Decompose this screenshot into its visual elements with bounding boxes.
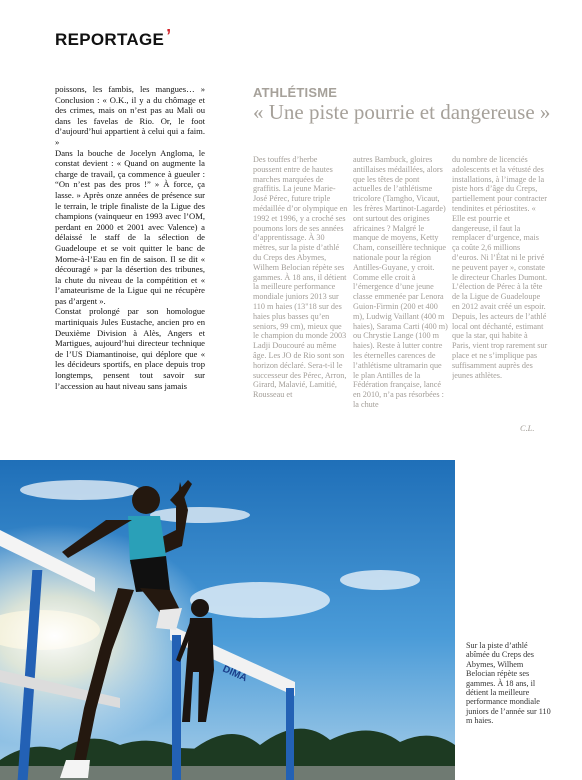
header-title: REPORTAGE — [55, 30, 165, 49]
hurdler-photo-illustration — [0, 460, 455, 780]
athlete-photo — [0, 460, 455, 780]
article-column-1: Des touffes d’herbe poussent entre de hautes marches marquées de graffitis. La jeune Marie-José Pérec, future triple médaillée d’or olympique en 1992 et 1996, y a croché ses poumons lors de ses années d’apprentissage. À 30 mètres, sur la piste d’athlé du Creps des Abymes, Wilhem Belocian répète ses gammes. À 18 ans, il détient la meilleure performance mondiale juniors 2013 sur 110 m haies (13"18 sur des haies plus basses qu’en seniors, 99 cm), mieux que le champion du monde 2003 Ladji Doucouré au même âge. Les JO de Rio sont son horizon déclaré. Sera-t-il le successeur des Pérec, Arron, Girard, Malavié, Lamitié, Rousseau et — [253, 155, 348, 400]
header-accent-mark: ’ — [166, 26, 172, 46]
sun-flare — [0, 460, 455, 780]
section-header — [55, 26, 172, 50]
author-signature: C.L. — [520, 424, 535, 433]
article-section-label: ATHLÉTISME — [253, 85, 338, 100]
article-headline: « Une piste pourrie et dangereuse » — [253, 100, 551, 124]
photo-caption: Sur la piste d’athlé abîmée du Creps des Abymes, Wilhem Belocian répète ses gammes. À 18 ans, il détient la meilleure performance mondiale juniors de l’année sur 110 m haies. — [466, 641, 551, 726]
article-column-2: autres Bambuck, gloires antillaises médaillées, alors que les têtes de pont actuelles de l’athlétisme tricolore (Tamgho, Vicaut, les frères Martinot-Lagarde) ont surtout des origines africaines ? Malgré le manque de moyens, Ketty Cham, conseillère technique nationale pour la région Antilles-Guyane, y croit. Comme elle croit à l’émergence d’une jeune classe emmenée par Lenora Guion-Firmin (200 et 400 m), Ludwig Vaillant (400 m haies), Sarama Carti (400 m) ou Chrystie Lange (100 m haies). Reste à lutter contre les éternelles carences de l’athlétisme ultramarin que le plan Antilles de la Fédération française, lancé en 2010, n’a pas résorbées : la chute — [353, 155, 448, 409]
left-article-column — [55, 84, 205, 440]
left-paragraph-1: poissons, les fambis, les mangues… » Conclusion : « O.K., il y a du chômage et des crimes, mais on n’est pas au Mali ou dans les favelas de Rio. Or, le foot d’aujourd’hui appartient à celui qui a faim. » — [55, 84, 205, 147]
left-paragraph-3: Constat prolongé par son homologue martiniquais Jules Eustache, ancien pro en Deuxième Division à Alès, Angers et Martigues, aujourd’hui directeur technique de l’US Diamantinoise, qui déplore que « les décideurs sportifs, en place depuis trop longtemps, pensent tout savoir sur l’accession au haut niveau sans jamais — [55, 306, 205, 391]
left-paragraph-2: Dans la bouche de Jocelyn Angloma, le constat devient : « Quand on augmente la charge de travail, ça commence à gueuler : “On n’est pas des pros !” » À force, ça lasse. » Après onze années de présence sur le terrain, le triple finaliste de la Ligue des champions (vainqueur en 1993 avec l’OM, perdant en 2000 et 2001 avec Valence) a délaissé le staff de la sélection de Guadeloupe et se voit quitter le banc de Morne-à-l’Eau en fin de saison. Il se dit « découragé » par la désertion des tribunes, la chute du niveau de la compétition et « l’amateurisme de la Ligue qui ne récupère pas d’argent ». — [55, 147, 205, 306]
hurdle-brand-label: DIMA — [220, 663, 249, 685]
article-column-3: du nombre de licenciés adolescents et la vétusté des installations, à l’image de la piste hors d’âge du Creps, partiellement pour contracter tendinites et périostites. « Elle est pourrie et dangereuse, il faut la remplacer d’urgence, mais ça coûte 2,6 millions d’euros. Ni l’État ni le privé ne peuvent payer », constate le directeur Charles Dumont. L’élection de Pérec à la tête de la Ligue de Guadeloupe en 2012 avait créé un espoir. Depuis, les acteurs de l’athlé local ont déchanté, estimant que la star, qui habite à Paris, vient trop rarement sur place et ne s’implique pas suffisamment auprès des jeunes athlètes. — [452, 155, 548, 380]
